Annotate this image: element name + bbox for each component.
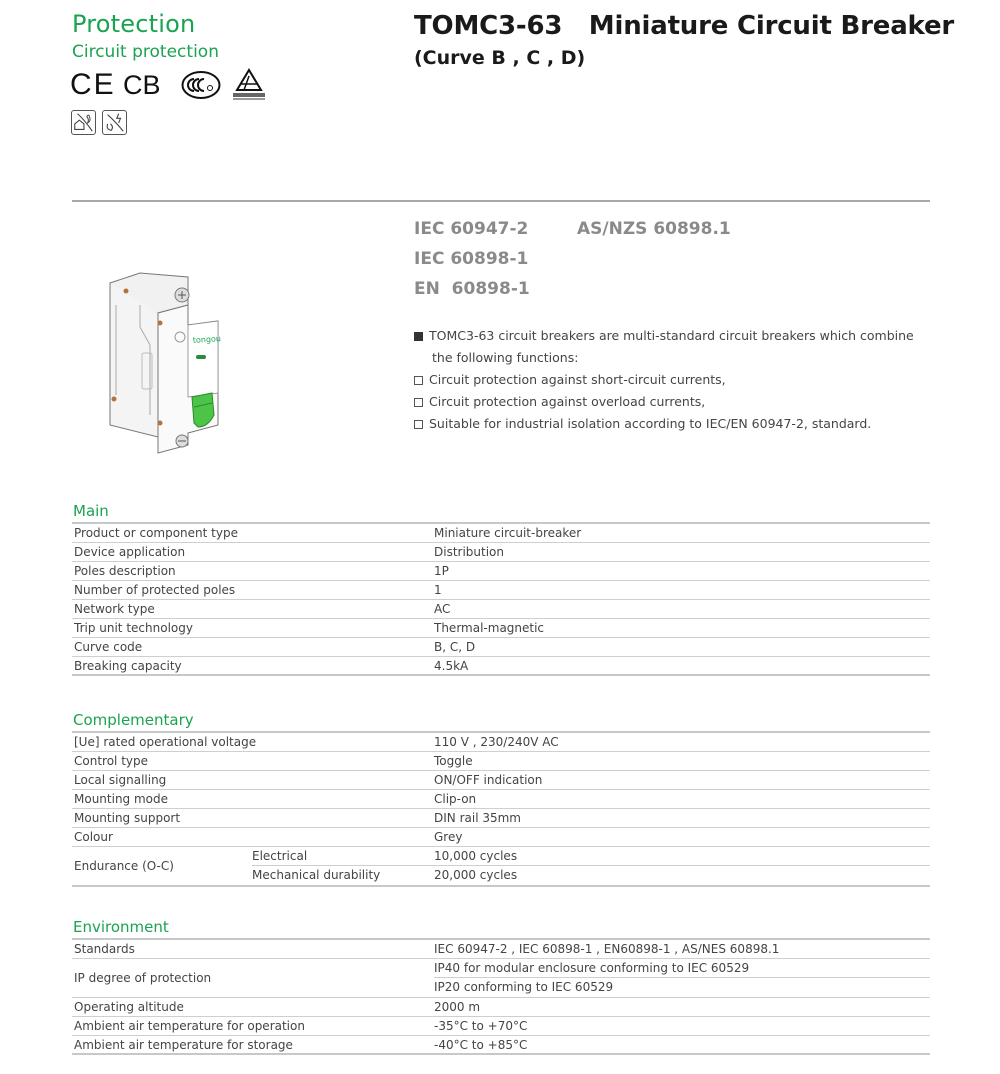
table-row: Colour Grey: [72, 828, 930, 847]
table-row: Mounting support DIN rail 35mm: [72, 809, 930, 828]
section-title-main: Main: [73, 502, 109, 520]
endurance-label: Endurance (O-C): [74, 859, 174, 873]
table-row: [Ue] rated operational voltage 110 V , 230/240V AC: [72, 733, 930, 752]
category-subtitle: Circuit protection: [72, 42, 219, 62]
spec-table-main: [72, 522, 930, 676]
ccc-mark-icon: [181, 70, 221, 100]
section-title-complementary: Complementary: [73, 711, 194, 729]
no-fire-house-icon: [71, 110, 96, 135]
table-subrow: IP40 for modular enclosure conforming to IEC 60529: [434, 959, 930, 978]
table-row: Curve code B, C, D: [72, 638, 930, 657]
filled-square-bullet-icon: [414, 332, 423, 341]
svg-text:tongou: tongou: [192, 334, 222, 345]
empty-square-bullet-icon: [414, 376, 423, 385]
table-row: Breaking capacity 4.5kA: [72, 657, 930, 676]
feature-intro-continued: the following functions:: [432, 350, 579, 365]
table-row: Local signalling ON/OFF indication: [72, 771, 930, 790]
category-title: Protection: [72, 10, 196, 38]
product-subtitle: (Curve B , C , D): [414, 47, 586, 69]
ce-mark-icon: CE: [70, 68, 116, 101]
table-subrow: IP20 conforming to IEC 60529: [434, 980, 614, 994]
circuit-breaker-image: [100, 265, 240, 460]
table-subrow: Electrical 10,000 cycles: [252, 847, 930, 866]
feature-list: [414, 325, 934, 435]
section-title-environment: Environment: [73, 918, 169, 936]
empty-square-bullet-icon: [414, 420, 423, 429]
standard-iec-60898-1: IEC 60898-1: [414, 249, 529, 269]
spec-table-environment: [72, 938, 930, 1055]
empty-square-bullet-icon: [414, 398, 423, 407]
table-row: Device application Distribution: [72, 543, 930, 562]
table-row: Mounting mode Clip-on: [72, 790, 930, 809]
table-row: Control type Toggle: [72, 752, 930, 771]
product-title: TOMC3-63 Miniature Circuit Breaker: [414, 11, 955, 41]
standard-as-nzs-60898-1: AS/NZS 60898.1: [577, 219, 731, 239]
table-row: Number of protected poles 1: [72, 581, 930, 600]
table-row: Trip unit technology Thermal-magnetic: [72, 619, 930, 638]
standard-en-60898-1: EN 60898-1: [414, 279, 530, 299]
header-divider: [72, 200, 930, 202]
cb-mark-icon: CB: [123, 69, 161, 100]
table-subrow: Mechanical durability 20,000 cycles: [252, 868, 518, 882]
ip-degree-label: IP degree of protection: [74, 971, 212, 985]
environmental-icons: [71, 110, 127, 135]
standard-iec-60947-2: IEC 60947-2: [414, 219, 529, 239]
feature-item: Circuit protection against short-circuit currents,: [414, 369, 934, 391]
feature-intro: TOMC3-63 circuit breakers are multi-standard circuit breakers which combine: [414, 325, 934, 347]
table-row: Standards IEC 60947-2 , IEC 60898-1 , EN60898-1 , AS/NES 60898.1: [72, 940, 930, 959]
table-row: Network type AC: [72, 600, 930, 619]
spec-table-complementary: [72, 731, 930, 887]
table-row: Ambient air temperature for operation -35°C to +70°C: [72, 1017, 930, 1036]
table-row: Poles description 1P: [72, 562, 930, 581]
no-electric-shock-icon: [102, 110, 127, 135]
certification-marks: [70, 68, 267, 102]
feature-item: Circuit protection against overload currents,: [414, 391, 934, 413]
tuv-rheinland-mark-icon: [231, 68, 267, 102]
feature-item: Suitable for industrial isolation according to IEC/EN 60947-2, standard.: [414, 413, 934, 435]
table-row: Ambient air temperature for storage -40°C to +85°C: [72, 1036, 930, 1055]
table-row-group-ip: [72, 959, 930, 998]
table-row-group-endurance: [72, 847, 930, 887]
table-row: Operating altitude 2000 m: [72, 998, 930, 1017]
table-row: Product or component type Miniature circuit-breaker: [72, 524, 930, 543]
